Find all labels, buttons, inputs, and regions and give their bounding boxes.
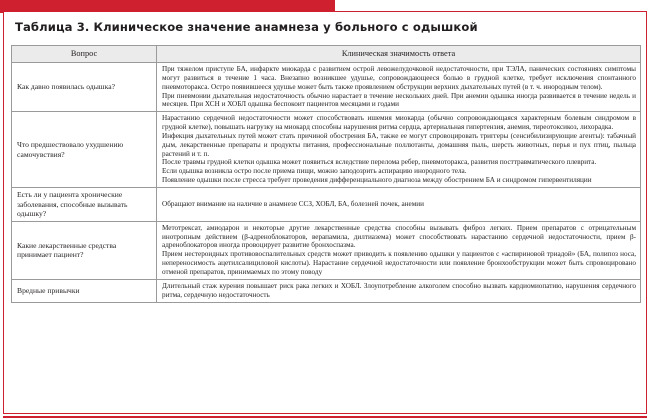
question-cell: Как давно появилась одышка?	[12, 63, 157, 112]
column-header-answer: Клиническая значимость ответа	[157, 46, 641, 63]
answer-cell	[157, 187, 641, 221]
table-row	[12, 221, 641, 279]
answer-paragraph: Если одышка возникла остро после приема пищи, можно заподозрить аспирацию инородного тела.	[162, 167, 467, 176]
answer-cell	[157, 279, 641, 302]
table-row	[12, 187, 641, 221]
column-header-question: Вопрос	[12, 46, 157, 63]
bottom-accent-bar	[3, 416, 647, 418]
table-row	[12, 63, 641, 112]
answer-paragraph: При тяжелом приступе БА, инфаркте миокарда с развитием острой левожелудочковой недостаточности, при ТЭЛА, панических состояниях симптомы могут развиться в течение 1 часа. Внезапно возникшее удушье, сопровождающееся болью в грудной клетке, требует исключения спонтанного пневмоторакса. Остро появившееся удушье может быть также проявлением обструкции верхних дыхательных путей (в т. ч. инородным телом).	[162, 65, 636, 91]
table-card	[3, 11, 647, 414]
answer-paragraph: Обращают внимание на наличие в анамнезе ССЗ, ХОБЛ, БА, болезней почек, анемии	[162, 199, 424, 208]
answer-cell	[157, 63, 641, 112]
answer-paragraph: Метотрексат, амиодарон и некоторые другие лекарственные средства способны вызывать фиброз легких. Прием препаратов с отрицательным инотропным действием (β-адреноблокаторов, верапамила, дилтиазема) может способствовать нарастанию сердечной недостаточности, прием β-адреноблокаторов иногда провоцирует развитие бронхоспазма.	[162, 223, 636, 250]
answer-paragraph: Прием нестероидных противовоспалительных средств может приводить к появлению одышки у пациентов с «аспириновой триадой» (БА, полипоз носа, непереносимость ацетилсалициловой кислоты). Нарастание сердечной недостаточности или появление бронхообструкции может быть спровоцировано отменой препаратов, принимаемых по этому поводу	[162, 250, 636, 276]
table-header	[12, 46, 641, 63]
table-body	[12, 63, 641, 303]
question-cell: Что предшествовало ухудшению самочувствия?	[12, 112, 157, 188]
page-title: Таблица 3. Клиническое значение анамнеза у больного с одышкой	[15, 20, 478, 34]
table-header-row	[12, 46, 641, 63]
answer-paragraph: При пневмонии дыхательная недостаточность обычно нарастает в течение нескольких дней. При анемии одышка иногда развивается в течение недель и месяцев. При ХСН и ХОБЛ одышка беспокоит пациентов месяцами и годами	[162, 91, 636, 109]
answer-paragraph: Появление одышки после стресса требует проведения дифференциального диагноза между обострением БА и синдромом гипервентиляции	[162, 176, 592, 185]
answer-cell	[157, 112, 641, 188]
answer-paragraph: Длительный стаж курения повышает риск рака легких и ХОБЛ. Злоупотребление алкоголем способно вызвать кардиомиопатию, нарушения сердечного ритма, сердечную недостаточность	[162, 281, 636, 299]
answer-cell	[157, 221, 641, 279]
answer-paragraph: Инфекция дыхательных путей может стать причиной обострения БА, также ее могут спровоцировать триггеры (сенсибилизирующие агенты): табачный дым, лекарственные препараты и продукты питания, профессиональные поллютанты, домашняя пыль, шерсть животных, перья и пух птиц, пыльца растений и т. п.	[162, 131, 636, 158]
anamnesis-table	[11, 45, 641, 303]
answer-paragraph: После травмы грудной клетки одышка может появиться вследствие перелома ребер, пневмоторакса, развития посттравматического плеврита.	[162, 158, 597, 167]
table-row	[12, 279, 641, 302]
question-cell: Какие лекарственные средства принимает пациент?	[12, 221, 157, 279]
table-card-inner	[4, 12, 646, 413]
answer-paragraph: Нарастанию сердечной недостаточности может способствовать ишемия миокарда (обычно сопровождающаяся характерным болевым синдромом в грудной клетке), повышать нагрузку на миокард способны нарушения ритма сердца, артериальная гипертензия, анемия, тиреотоксикоз, лихорадка.	[162, 114, 636, 132]
question-cell: Вредные привычки	[12, 279, 157, 302]
question-cell: Есть ли у пациента хронические заболевания, способные вызывать одышку?	[12, 187, 157, 221]
table-row	[12, 112, 641, 188]
